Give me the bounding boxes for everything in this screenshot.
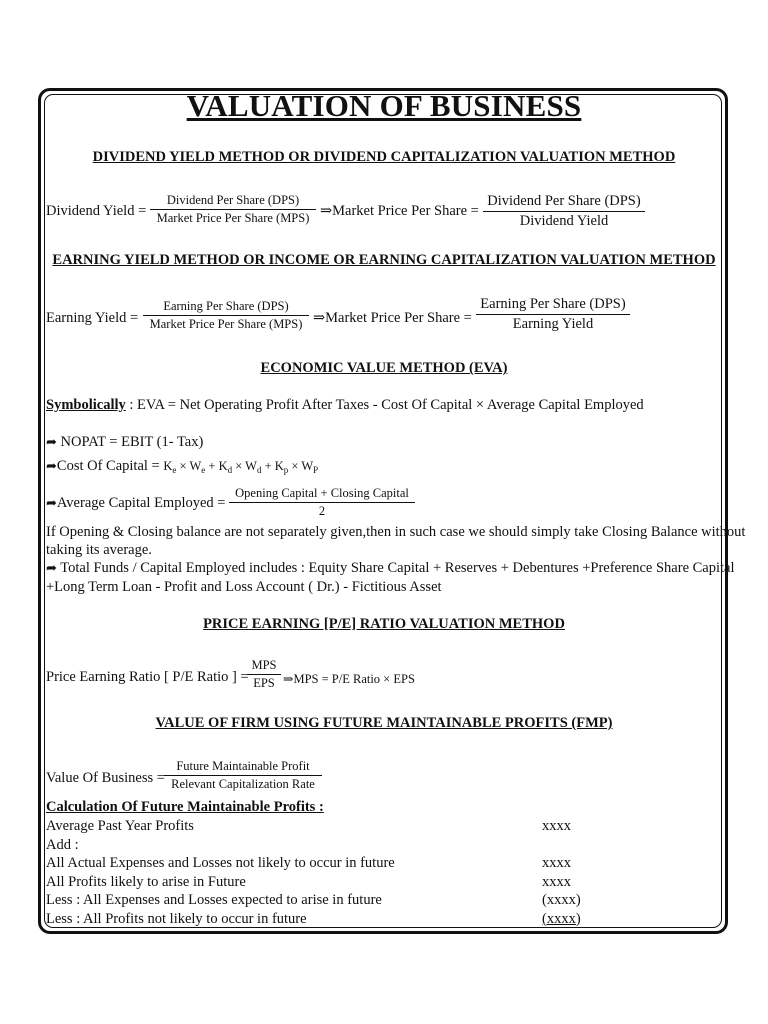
avg-capital-line bbox=[46, 495, 225, 512]
fraction-numerator: MPS bbox=[247, 658, 281, 675]
dividend-mps-label: ⇒Market Price Per Share = bbox=[320, 203, 479, 219]
fmp-row-label: Average Past Year Profits bbox=[46, 818, 194, 834]
fmp-row-value: (xxxx) bbox=[542, 892, 581, 908]
fraction-numerator: Dividend Per Share (DPS) bbox=[150, 193, 316, 210]
page-title: VALUATION OF BUSINESS bbox=[186, 88, 582, 123]
dividend-yield-fraction bbox=[150, 193, 316, 226]
value-of-business-fraction bbox=[164, 759, 322, 792]
eva-formula: : EVA = Net Operating Profit After Taxes - Cost Of Capital × Average Capital Employed bbox=[125, 397, 644, 413]
pe-ratio-label: Price Earning Ratio [ P/E Ratio ] = bbox=[46, 669, 249, 685]
pe-fraction bbox=[247, 658, 281, 691]
dividend-mps-fraction bbox=[483, 193, 645, 230]
value-of-business-label: Value Of Business = bbox=[46, 770, 165, 786]
fraction-denominator: Dividend Yield bbox=[519, 213, 609, 229]
avg-capital-fraction bbox=[229, 486, 415, 519]
cost-of-capital-line bbox=[46, 458, 318, 475]
fmp-row-label: Add : bbox=[46, 836, 79, 853]
funds-line-1: ➦ Total Funds / Capital Employed includes : Equity Share Capital + Reserves + Debentures +Preference Share Capital bbox=[46, 560, 735, 576]
fmp-row-label: Less : All Profits not likely to occur in future bbox=[46, 910, 307, 927]
fraction-denominator: 2 bbox=[318, 504, 326, 518]
cost-of-capital-label: Cost Of Capital = bbox=[56, 458, 160, 474]
fraction-numerator: Opening Capital + Closing Capital bbox=[229, 486, 415, 503]
symbolically-label: Symbolically bbox=[46, 397, 126, 413]
pe-mps-formula: ⇒MPS = P/E Ratio × EPS bbox=[283, 672, 415, 686]
dividend-yield-label: Dividend Yield = bbox=[46, 203, 147, 219]
fraction-denominator: Market Price Per Share (MPS) bbox=[156, 211, 310, 225]
note-line-2: taking its average. bbox=[46, 542, 152, 558]
fmp-row-label: All Actual Expenses and Losses not likely to occur in future bbox=[46, 855, 395, 871]
fraction-denominator: Relevant Capitalization Rate bbox=[171, 777, 315, 791]
cost-of-capital-formula: $K_e \times W_e + K_d \times W_d + K_p \times W_P$ bbox=[163, 459, 319, 475]
earning-mps-fraction bbox=[476, 296, 630, 333]
arrow-right-curved-icon: ➦ bbox=[46, 561, 57, 576]
arrow-right-curved-icon: ➦ bbox=[46, 496, 57, 511]
eva-symbolic-line bbox=[46, 397, 644, 414]
fmp-row-label: All Profits likely to arise in Future bbox=[46, 873, 246, 890]
funds-line-2: +Long Term Loan - Profit and Loss Account ( Dr.) - Fictitious Asset bbox=[46, 579, 442, 595]
fraction-numerator: Earning Per Share (DPS) bbox=[143, 299, 309, 316]
fraction-numerator: Future Maintainable Profit bbox=[164, 759, 322, 776]
fmp-row-value: xxxx bbox=[542, 855, 571, 871]
eva-heading: ECONOMIC VALUE METHOD (EVA) bbox=[260, 360, 508, 376]
earning-heading: EARNING YIELD METHOD OR INCOME OR EARNING CAPITALIZATION VALUATION METHOD bbox=[52, 252, 716, 268]
note-line-1: If Opening & Closing balance are not separately given,then in such case we should simply take Closing Balance without bbox=[46, 524, 746, 540]
arrow-right-curved-icon: ➦ bbox=[46, 459, 57, 474]
pe-heading: PRICE EARNING [P/E] RATIO VALUATION METHOD bbox=[203, 616, 565, 632]
fraction-numerator: Dividend Per Share (DPS) bbox=[483, 193, 645, 212]
fmp-heading: VALUE OF FIRM USING FUTURE MAINTAINABLE PROFITS (FMP) bbox=[155, 715, 613, 731]
fmp-row-label: Less : All Expenses and Losses expected to arise in future bbox=[46, 892, 382, 908]
fmp-row-value: xxxx bbox=[542, 873, 571, 890]
dividend-heading: DIVIDEND YIELD METHOD OR DIVIDEND CAPITALIZATION VALUATION METHOD bbox=[92, 149, 676, 165]
avg-capital-label: Average Capital Employed = bbox=[56, 495, 226, 511]
fmp-row-value: xxxx bbox=[542, 818, 571, 834]
nopat-formula: NOPAT = EBIT (1- Tax) bbox=[56, 434, 204, 450]
nopat-line bbox=[46, 434, 203, 451]
fraction-numerator: Earning Per Share (DPS) bbox=[476, 296, 630, 315]
earning-mps-label: ⇒Market Price Per Share = bbox=[313, 310, 472, 326]
arrow-right-curved-icon: ➦ bbox=[46, 435, 57, 450]
fraction-denominator: EPS bbox=[253, 676, 275, 690]
fraction-denominator: Market Price Per Share (MPS) bbox=[149, 317, 303, 331]
calc-heading: Calculation Of Future Maintainable Profits : bbox=[46, 799, 324, 815]
earning-yield-label: Earning Yield = bbox=[46, 310, 139, 326]
earning-yield-fraction bbox=[143, 299, 309, 332]
fraction-denominator: Earning Yield bbox=[512, 316, 594, 332]
fmp-row-value: (xxxx) bbox=[542, 910, 581, 927]
